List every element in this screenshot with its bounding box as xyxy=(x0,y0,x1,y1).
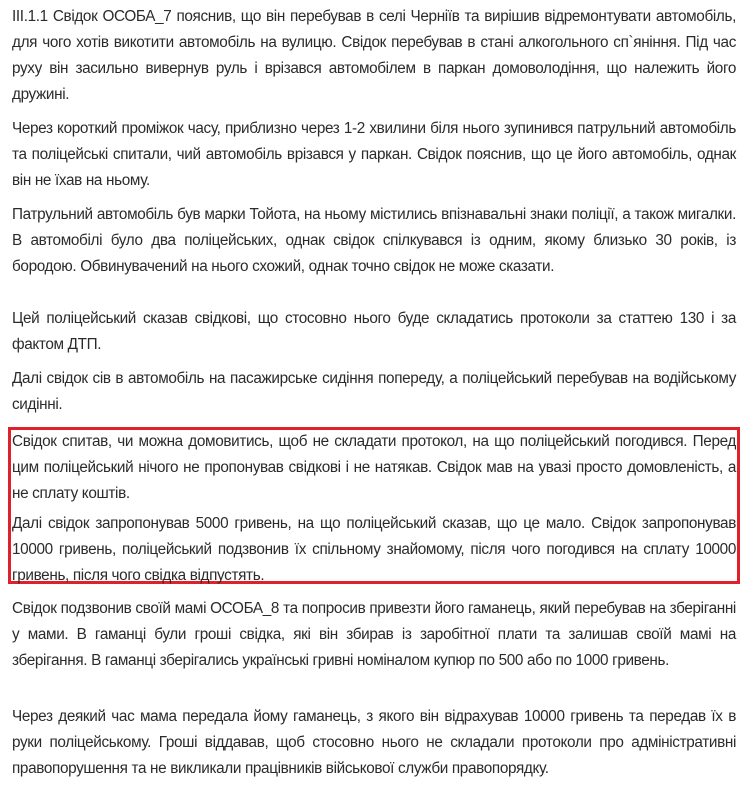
paragraph-protocol-warning: Цей поліцейський сказав свідкові, що стосовно нього буде складатись протоколи за статтею 130 і за фактом ДТП. xyxy=(12,310,736,353)
paragraph-money-transfer: Через деякий час мама передала йому гаманець, з якого він відрахував 10000 гривень та передав їх в руки поліцейському. Гроші віддавав, щоб стосовно нього не складали протоколи про адміністративні правопорушення та не викликали працівників військової служби правопорядку. xyxy=(12,708,736,777)
paragraph-negotiation: Свідок спитав, чи можна домовитись, щоб не складати протокол, на що поліцейський погодився. Перед цим поліцейський нічого не пропонував свідкові і не натякав. Свідок мав на увазі просто домовленість, а не сплату коштів. xyxy=(12,433,736,502)
paragraph-wallet: Свідок подзвонив своїй мамі ОСОБА_8 та попросив привезти його гаманець, який перебував на зберіганні у мами. В гаманці були гроші свідка, які він збирав із заробітної плати та залишав своїй мамі на зберігання. В гаманці зберігались українські гривні номіналом купюр по 500 або по 1000 гривень. xyxy=(12,600,736,669)
paragraph-patrol-car-description: Патрульний автомобіль був марки Тойота, на ньому містились впізнавальні знаки поліції, а також мигалки. В автомобілі було два поліцейських, однак свідок спілкувався із одним, якому близько 30 років, із бородою. Обвинувачений на нього схожий, однак точно свідок не може сказати. xyxy=(12,206,736,275)
paragraph-patrol-arrival: Через короткий проміжок часу, приблизно через 1-2 хвилини біля нього зупинився патрульний автомобіль та поліцейські спитали, чий автомобіль врізався у паркан. Свідок пояснив, що це його автомобіль, однак він не їхав на ньому. xyxy=(12,120,736,189)
paragraph-witness-statement: ІІІ.1.1 Свідок ОСОБА_7 пояснив, що він перебував в селі Черніїв та вирішив відремонтувати автомобіль, для чого хотів викотити автомобіль на вулицю. Свідок перебував в стані алкогольного сп`яніння. Під час руху він засильно вивернув руль і врізався автомобілем в паркан домоволодіння, що належить його дружині. xyxy=(12,8,736,103)
paragraph-seating: Далі свідок сів в автомобіль на пасажирське сидіння попереду, а поліцейський перебував на водійському сидінні. xyxy=(12,370,736,413)
paragraph-bribe-offer: Далі свідок запропонував 5000 гривень, на що поліцейський сказав, що це мало. Свідок запропонував 10000 гривень, поліцейський подзвонив їх спільному знайомому, після чого погодився на сплату 10000 гривень, після чого свідка відпустять. xyxy=(12,515,736,584)
